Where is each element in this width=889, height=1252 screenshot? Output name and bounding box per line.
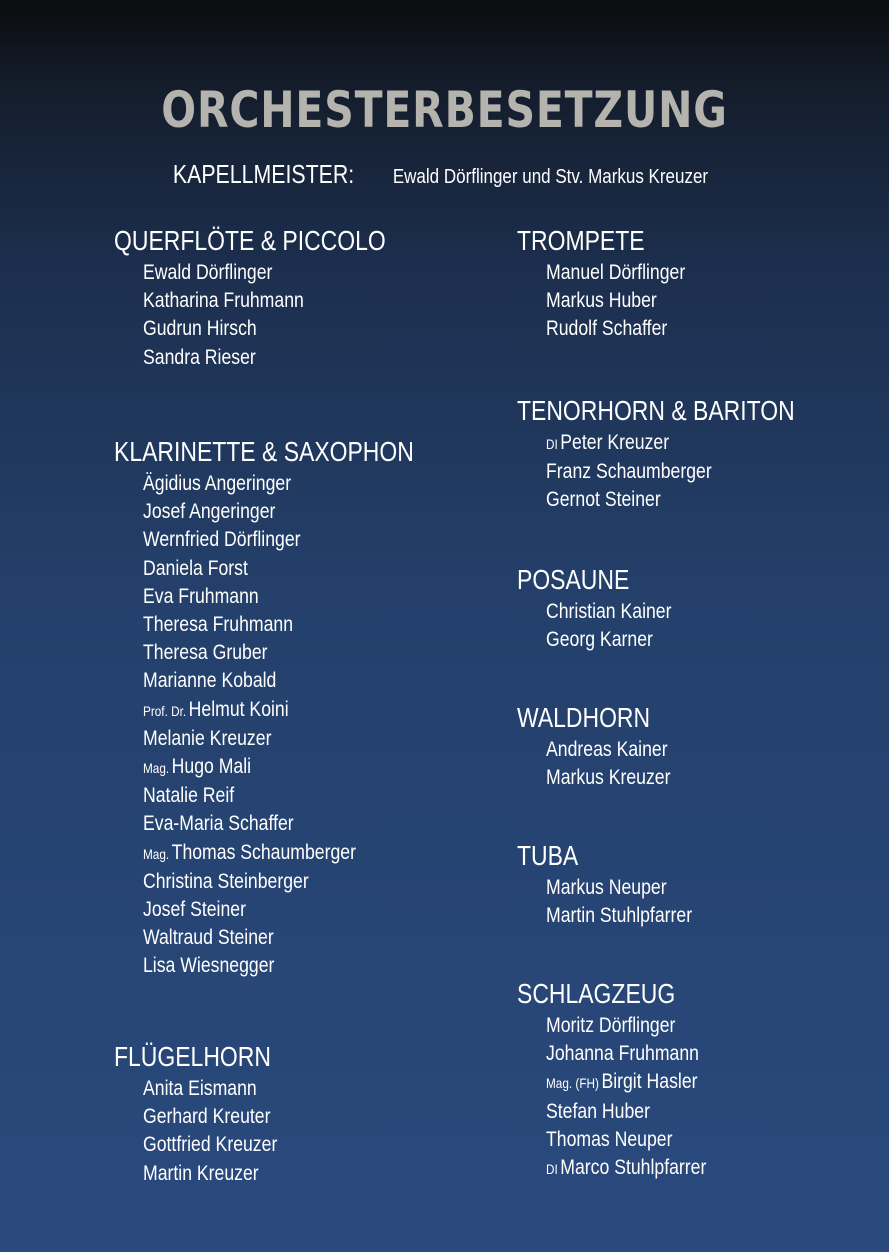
member-item <box>546 429 806 458</box>
member-title-prefix: Mag. <box>143 760 170 777</box>
member-item <box>143 868 426 896</box>
member-title-prefix: DI <box>546 436 558 452</box>
member-item <box>546 458 806 486</box>
member-name: Josef Angeringer <box>143 500 276 524</box>
member-item <box>546 259 685 287</box>
section-schlagzeug <box>517 976 737 1183</box>
member-title-prefix: DI <box>546 1161 558 1178</box>
member-name: Katharina Fruhmann <box>143 289 304 313</box>
section-trompete <box>517 223 712 344</box>
page-title: ORCHESTERBESETZUNG <box>161 81 728 139</box>
member-name: Daniela Forst <box>143 556 248 580</box>
member-name: Peter Kreuzer <box>560 431 670 454</box>
member-name: Franz Schaumberger <box>546 460 712 484</box>
member-name: Sandra Rieser <box>143 345 256 369</box>
member-item <box>546 626 672 654</box>
member-item <box>546 1154 706 1183</box>
member-item <box>546 287 685 315</box>
member-name: Gudrun Hirsch <box>143 317 257 341</box>
member-name: Andreas Kainer <box>546 738 668 761</box>
member-name: Martin Stuhlpfarrer <box>546 904 693 928</box>
member-item <box>143 639 426 667</box>
member-name: Moritz Dörflinger <box>546 1014 676 1037</box>
member-item <box>143 526 426 554</box>
member-list <box>517 736 694 792</box>
member-item <box>546 598 672 626</box>
section-posaune <box>517 562 695 654</box>
member-item <box>143 810 426 838</box>
member-item <box>546 736 671 764</box>
member-item <box>546 1098 706 1126</box>
member-name: Wernfried Dörflinger <box>143 528 301 552</box>
section-heading: WALDHORN <box>517 702 651 733</box>
member-name: Anita Eismann <box>143 1077 257 1100</box>
member-list <box>114 259 445 372</box>
member-item <box>143 667 426 695</box>
member-item <box>143 583 426 611</box>
member-name: Helmut Koini <box>188 697 289 721</box>
section-heading: KLARINETTE & SAXOPHON <box>114 436 414 467</box>
member-list <box>517 429 856 515</box>
member-name: Martin Kreuzer <box>143 1161 259 1185</box>
member-item <box>143 344 397 372</box>
member-item <box>143 696 426 725</box>
conductor-names: Ewald Dörflinger und Stv. Markus Kreuzer <box>392 166 708 188</box>
section-heading: POSAUNE <box>517 564 630 595</box>
member-name: Birgit Hasler <box>601 1070 698 1094</box>
member-item <box>546 874 692 902</box>
member-list <box>517 598 695 654</box>
member-item <box>143 924 426 952</box>
member-item <box>143 839 426 868</box>
member-name: Josef Steiner <box>143 898 246 922</box>
member-item <box>143 753 426 782</box>
member-name: Christian Kainer <box>546 600 672 623</box>
member-item <box>143 555 426 583</box>
member-item <box>143 498 426 526</box>
member-item <box>143 896 426 924</box>
member-title-prefix: Prof. Dr. <box>143 702 187 719</box>
member-name: Eva Fruhmann <box>143 584 259 608</box>
section-heading: TROMPETE <box>517 225 645 256</box>
member-item <box>143 470 426 498</box>
member-name: Ägidius Angeringer <box>143 472 292 495</box>
member-name: Ewald Dörflinger <box>143 261 273 284</box>
member-list <box>517 259 712 344</box>
section-heading: QUERFLÖTE & PICCOLO <box>114 225 386 256</box>
member-item <box>546 902 692 930</box>
member-name: Christina Steinberger <box>143 869 309 893</box>
section-heading: TUBA <box>517 840 579 871</box>
member-name: Gerhard Kreuter <box>143 1105 271 1129</box>
member-name: Thomas Neuper <box>546 1127 673 1151</box>
section-heading: SCHLAGZEUG <box>517 978 676 1009</box>
section-tuba <box>517 838 720 930</box>
member-name: Natalie Reif <box>143 784 235 808</box>
member-title-prefix: Mag. <box>143 845 170 862</box>
member-name: Eva-Maria Schaffer <box>143 812 294 836</box>
member-name: Lisa Wiesnegger <box>143 954 275 978</box>
member-item <box>143 782 426 810</box>
member-name: Thomas Schaumberger <box>171 840 356 864</box>
member-list <box>114 1075 305 1188</box>
member-name: Manuel Dörflinger <box>546 261 686 284</box>
member-item <box>546 1012 706 1040</box>
member-item <box>546 486 806 514</box>
section-heading: TENORHORN & BARITON <box>517 395 795 426</box>
member-name: Johanna Fruhmann <box>546 1042 699 1066</box>
member-name: Hugo Mali <box>171 755 252 779</box>
section-klarinette <box>114 434 480 981</box>
section-tenorhorn <box>517 393 856 515</box>
member-list <box>114 470 480 981</box>
member-item <box>546 1126 706 1154</box>
member-name: Theresa Gruber <box>143 641 268 665</box>
member-name: Georg Karner <box>546 628 653 652</box>
member-name: Waltraud Steiner <box>143 926 274 950</box>
section-fluegelhorn <box>114 1039 305 1188</box>
conductor-line <box>0 158 889 195</box>
member-item <box>143 259 397 287</box>
member-item <box>546 764 671 792</box>
section-querfloete <box>114 223 445 372</box>
member-item <box>143 1131 279 1159</box>
member-name: Gottfried Kreuzer <box>143 1133 278 1157</box>
member-name: Marco Stuhlpfarrer <box>560 1156 707 1180</box>
member-name: Stefan Huber <box>546 1099 650 1123</box>
member-item <box>143 725 426 753</box>
member-name: Marianne Kobald <box>143 669 277 693</box>
member-item <box>143 1160 279 1188</box>
member-name: Markus Huber <box>546 289 657 313</box>
member-item <box>143 315 397 343</box>
member-item <box>143 287 397 315</box>
member-item <box>546 1040 706 1068</box>
conductor-label: KAPELLMEISTER: <box>173 159 355 189</box>
member-name: Markus Kreuzer <box>546 766 671 790</box>
member-list <box>517 1012 737 1183</box>
member-name: Rudolf Schaffer <box>546 317 668 341</box>
member-name: Markus Neuper <box>546 876 667 899</box>
member-item <box>143 1075 279 1103</box>
section-waldhorn <box>517 700 694 792</box>
member-item <box>143 1103 279 1131</box>
member-list <box>517 874 720 930</box>
member-item <box>546 1068 706 1097</box>
member-item <box>143 611 426 639</box>
member-name: Gernot Steiner <box>546 488 661 512</box>
member-name: Melanie Kreuzer <box>143 726 272 750</box>
member-title-prefix: Mag. (FH) <box>546 1075 599 1092</box>
member-item <box>143 952 426 980</box>
section-heading: FLÜGELHORN <box>114 1041 271 1072</box>
member-name: Theresa Fruhmann <box>143 613 294 637</box>
member-item <box>546 315 685 343</box>
